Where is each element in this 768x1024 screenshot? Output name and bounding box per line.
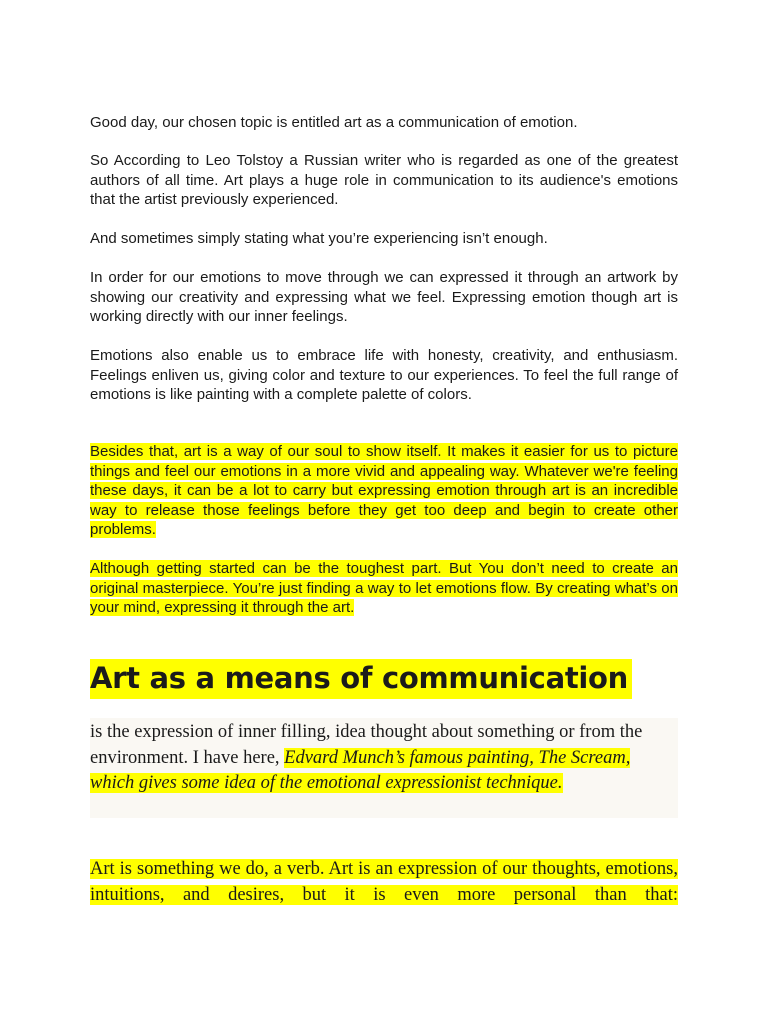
quote-italic-highlight: Edvard Munch’s famous painting, The Scream, which gives some idea of the emotional expressionist technique. [90, 747, 631, 793]
quote-paragraph [90, 720, 678, 797]
soul-paragraph [90, 442, 678, 540]
getting-started-highlight: Although getting started can be the toughest part. But You don’t need to create an original masterpiece. You’re just finding a way to let emotions flow. By creating what’s on your mind, expressing it through the art. [90, 560, 678, 616]
enliven-paragraph: Emotions also enable us to embrace life with honesty, creativity, and enthusiasm. Feelings enliven us, giving color and texture to our experiences. To feel the full range of emotions is like painting with a complete palette of colors. [90, 347, 678, 403]
verb-paragraph [90, 857, 678, 908]
section-heading-text: Art as a means of communication [90, 659, 632, 699]
section-heading [90, 655, 632, 701]
intro-paragraph: Good day, our chosen topic is entitled art as a communication of emotion. [90, 114, 578, 131]
verb-highlight: Art is something we do, a verb. Art is an expression of our thoughts, emotions, intuitions, and desires, but it is even more personal than that: [90, 859, 678, 905]
tolstoy-paragraph: So According to Leo Tolstoy a Russian writer who is regarded as one of the greatest authors of all time. Art plays a huge role in communication to its audience's emotions that the artist previously experienced. [90, 152, 678, 208]
stating-paragraph: And sometimes simply stating what you’re experiencing isn’t enough. [90, 230, 548, 247]
quote-plain-text: is the expression of inner filling, idea thought about something or from the environment. I have here, [90, 722, 643, 768]
soul-highlight: Besides that, art is a way of our soul to show itself. It makes it easier for us to picture things and feel our emotions in a more vivid and appealing way. Whatever we're feeling these days, it can be a lot to carry but expressing emotion through art is an incredible way to release those feelings before they get too deep and begin to create other problems. [90, 443, 678, 538]
getting-started-paragraph [90, 559, 678, 618]
emotions-move-paragraph: In order for our emotions to move through we can expressed it through an artwork by showing our creativity and expressing what we feel. Expressing emotion though art is working directly with our inner feelings. [90, 269, 678, 325]
